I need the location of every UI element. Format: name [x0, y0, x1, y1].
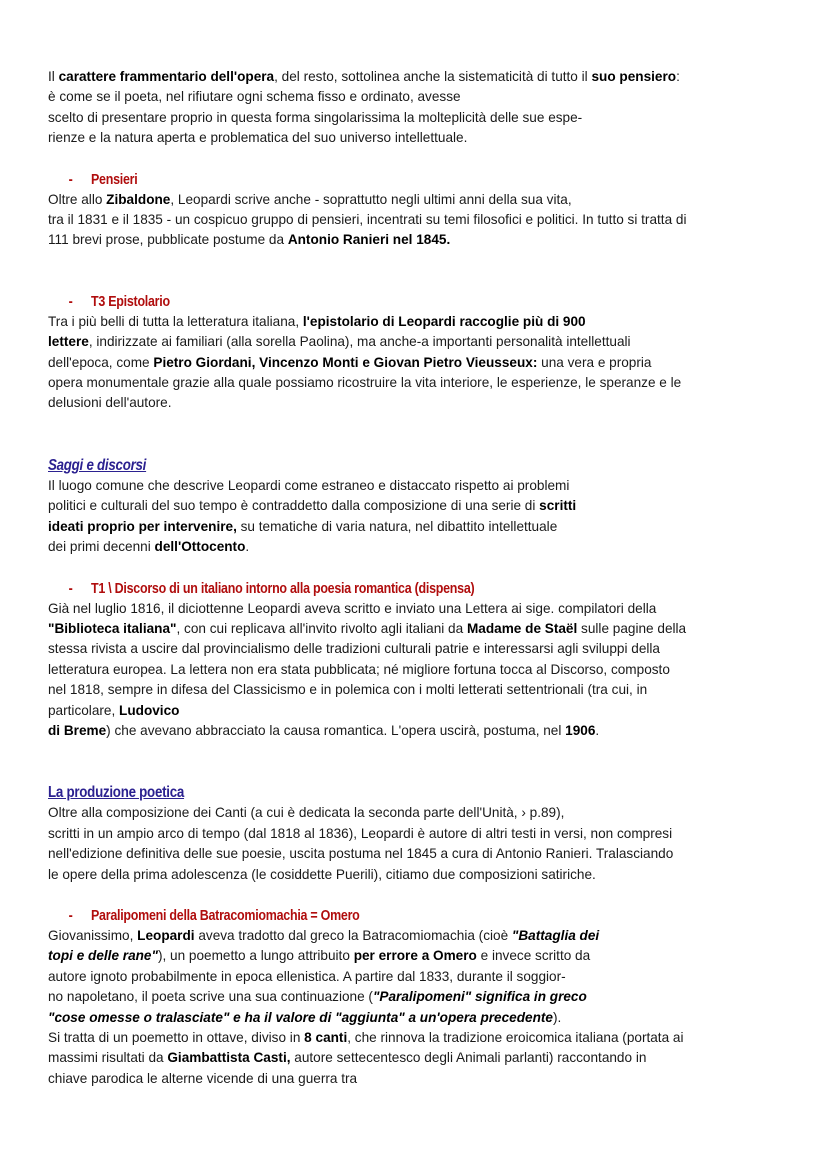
- paralipomeni-heading: - Paralipomeni della Batracomiomachia = Omero: [68, 907, 360, 924]
- epistolario-paragraph: Tra i più belli di tutta la letteratura italiana, l'epistolario di Leopardi raccoglie più di 900 lettere, indirizzate ai familiari (alla sorella Paolina), ma anche-a importanti personalità intellettuali dell'epoca, come Pietro Giordani, Vincenzo Monti e Giovan Pietro Vieusseux: una vera e propria opera monumentale grazie alla quale possiamo ricostruire la vita interiore, le esperienze, le speranze e le delusioni dell'autore.: [48, 313, 682, 411]
- epistolario-heading: - T3 Epistolario: [68, 293, 170, 310]
- saggi-paragraph: Il luogo comune che descrive Leopardi come estraneo e distaccato rispetto ai problemi politici e culturali del suo tempo è contraddetto dalla composizione di una serie di scritti ideati proprio per intervenire, su tematiche di varia natura, nel dibattito intellettuale dei primi decenni dell'Ottocento.: [48, 477, 577, 555]
- paralipomeni-paragraph: Giovanissimo, Leopardi aveva tradotto dal greco la Batracomiomachia (cioè "Battaglia dei topi e delle rane"), un poemetto a lungo attribuito per errore a Omero e invece scritto da autore ignoto probabilmente in epoca ellenistica. A partire dal 1833, durante il soggior- no napoletano, il poeta scrive una sua continuazione ("Paralipomeni" significa in greco "cose omesse o tralasciate" e ha il valore di "aggiunta" a un'opera precedente). Si tratta di un poemetto in ottave, diviso in 8 canti, che rinnova la tradizione eroicomica italiana (portata ai massimi risultati da Giambattista Casti, autore settecentesco degli Animali parlanti) raccontando in chiave parodica le alterne vicende di una guerra tra: [48, 927, 684, 1086]
- produzione-paragraph: Oltre alla composizione dei Canti (a cui è dedicata la seconda parte dell'Unità, › p.89), scritti in un ampio arco di tempo (dal 1818 al 1836), Leopardi è autore di altri testi in versi, non compresi nell'edizione definitiva delle sue poesie, uscita postuma nel 1845 a cura di Antonio Ranieri. Tralasciando le opere della prima adolescenza (le cosiddette Puerili), citiamo due composizioni satiriche.: [48, 805, 674, 882]
- saggi-section-heading: Saggi e discorsi: [48, 456, 147, 474]
- produzione-section-heading: La produzione poetica: [48, 784, 185, 802]
- pensieri-heading: - Pensieri: [68, 171, 138, 188]
- intro-paragraph: Il carattere frammentario dell'opera, del resto, sottolinea anche la sistematicità di tutto il suo pensiero: è come se il poeta, nel rifiutare ogni schema fisso e ordinato, avesse scelto di presentare proprio in questa forma singolarissima la molteplicità delle sue espe- rienze e la natura aperta e problematica del suo universo intellettuale.: [48, 69, 680, 146]
- discorso-paragraph: Già nel luglio 1816, il diciottenne Leopardi aveva scritto e inviato una Lettera ai sige. compilatori della "Biblioteca italiana", con cui replicava all'invito rivolto agli italiani da Madame de Staël sulle pagine della stessa rivista a uscire dal provincialismo delle tradizioni culturali patrie e interessarsi agli sviluppi della letteratura europea. La lettera non era stata pubblicata; né migliore fortuna tocca al Discorso, composto nel 1818, sempre in difesa del Classicismo e in polemica con i molti letterati settentrionali (tra cui, in particolare, Ludovico di Breme) che avevano abbracciato la causa romantica. L'opera uscirà, postuma, nel 1906.: [48, 600, 687, 738]
- discorso-heading: - T1 \ Discorso di un italiano intorno alla poesia romantica (dispensa): [68, 580, 475, 597]
- pensieri-paragraph: Oltre allo Zibaldone, Leopardi scrive anche - soprattutto negli ultimi anni della sua vita, tra il 1831 e il 1835 - un cospicuo gruppo di pensieri, incentrati su temi filosofici e politici. In tutto si tratta di 111 brevi prose, pubblicate postume da Antonio Ranieri nel 1845.: [48, 191, 687, 248]
- document-page: [48, 67, 773, 1089]
